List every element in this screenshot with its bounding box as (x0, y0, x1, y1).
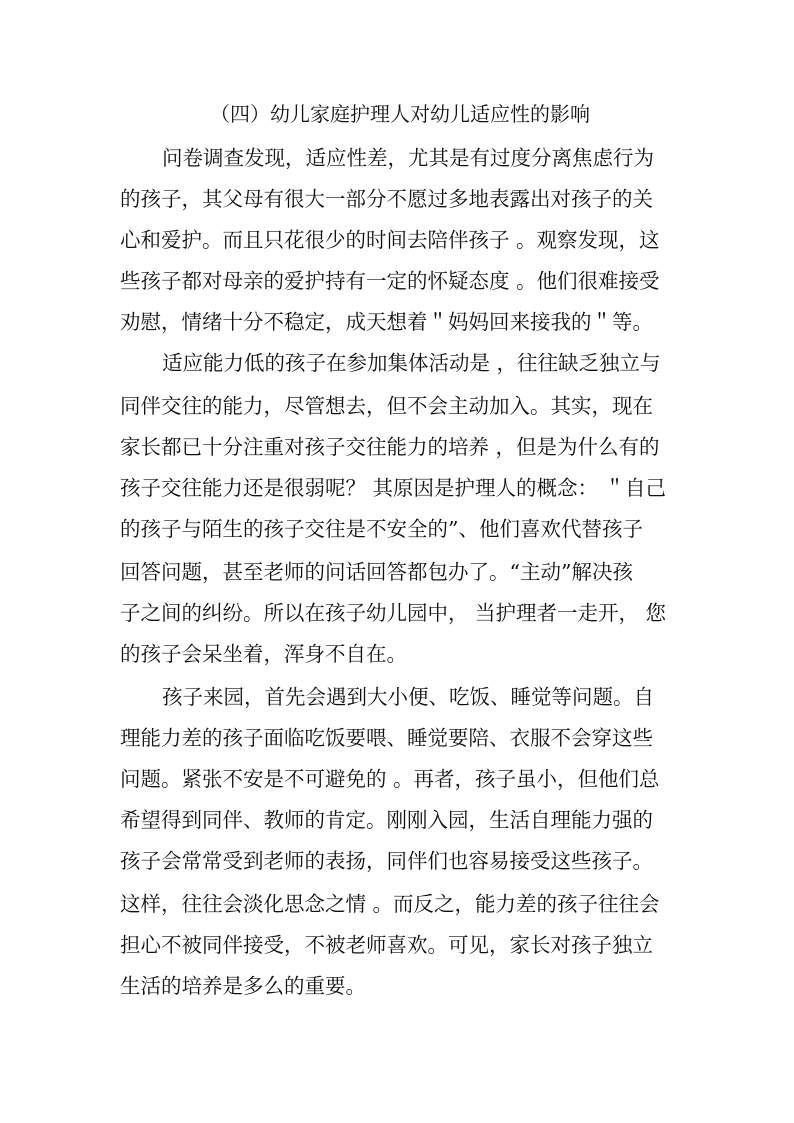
paragraph-line: 心和爱护。而且只花很少的时间去陪伴孩子 。观察发现，这 (120, 228, 660, 252)
section-heading: （四）幼儿家庭护理人对幼儿适应性的影响 (210, 102, 590, 126)
paragraph-line: 劝慰，情绪十分不稳定，成天想着＂妈妈回来接我的＂等。 (120, 310, 653, 334)
paragraph-line: 问题。紧张不安是不可避免的 。再者，孩子虽小，但他们总 (120, 767, 660, 791)
paragraph-line: 希望得到同伴、教师的肯定。刚刚入园，生活自理能力强的 (120, 808, 653, 832)
paragraph-line: 孩子来园，首先会遇到大小便、吃饭、睡觉等问题。自 (162, 685, 654, 709)
paragraph-line: 回答问题，甚至老师的问话回答都包办了。“主动”解决孩 (120, 560, 633, 584)
paragraph-line: 家长都已十分注重对孩子交往能力的培养 ，但是为什么有的 (120, 435, 660, 459)
paragraph-line: 的孩子与陌生的孩子交往是不安全的”、他们喜欢代替孩子 (120, 517, 643, 541)
paragraph-line: 担心不被同伴接受，不被老师喜欢。可见，家长对孩子独立 (120, 933, 653, 957)
paragraph-line: 适应能力低的孩子在参加集体活动是 ，往往缺乏独立与 (162, 351, 661, 375)
paragraph-line: 问卷调查发现，适应性差，尤其是有过度分离焦虑行为 (162, 146, 654, 170)
paragraph-line: 理能力差的孩子面临吃饭要喂、睡觉要陪、衣服不会穿这些 (120, 726, 653, 750)
paragraph-line: 子之间的纠纷。所以在孩子幼儿园中， 当护理者一走开， 您 (120, 601, 667, 625)
paragraph-line: 的孩子，其父母有很大一部分不愿过多地表露出对孩子的关 (120, 187, 653, 211)
paragraph-line: 孩子交往能力还是很弱呢？ 其原因是护理人的概念： ＂自己 (120, 476, 667, 500)
paragraph-line: 这样，往往会淡化思念之情 。而反之，能力差的孩子往往会 (120, 892, 660, 916)
paragraph-line: 生活的培养是多么的重要。 (120, 974, 366, 998)
paragraph-line: 同伴交往的能力，尽管想去，但不会主动加入。其实，现在 (120, 394, 653, 418)
paragraph-line: 的孩子会呆坐着，浑身不自在。 (120, 642, 407, 666)
paragraph-line: 些孩子都对母亲的爱护持有一定的怀疑态度 。他们很难接受 (120, 269, 660, 293)
paragraph-line: 孩子会常常受到老师的表扬，同伴们也容易接受这些孩子。 (120, 849, 653, 873)
